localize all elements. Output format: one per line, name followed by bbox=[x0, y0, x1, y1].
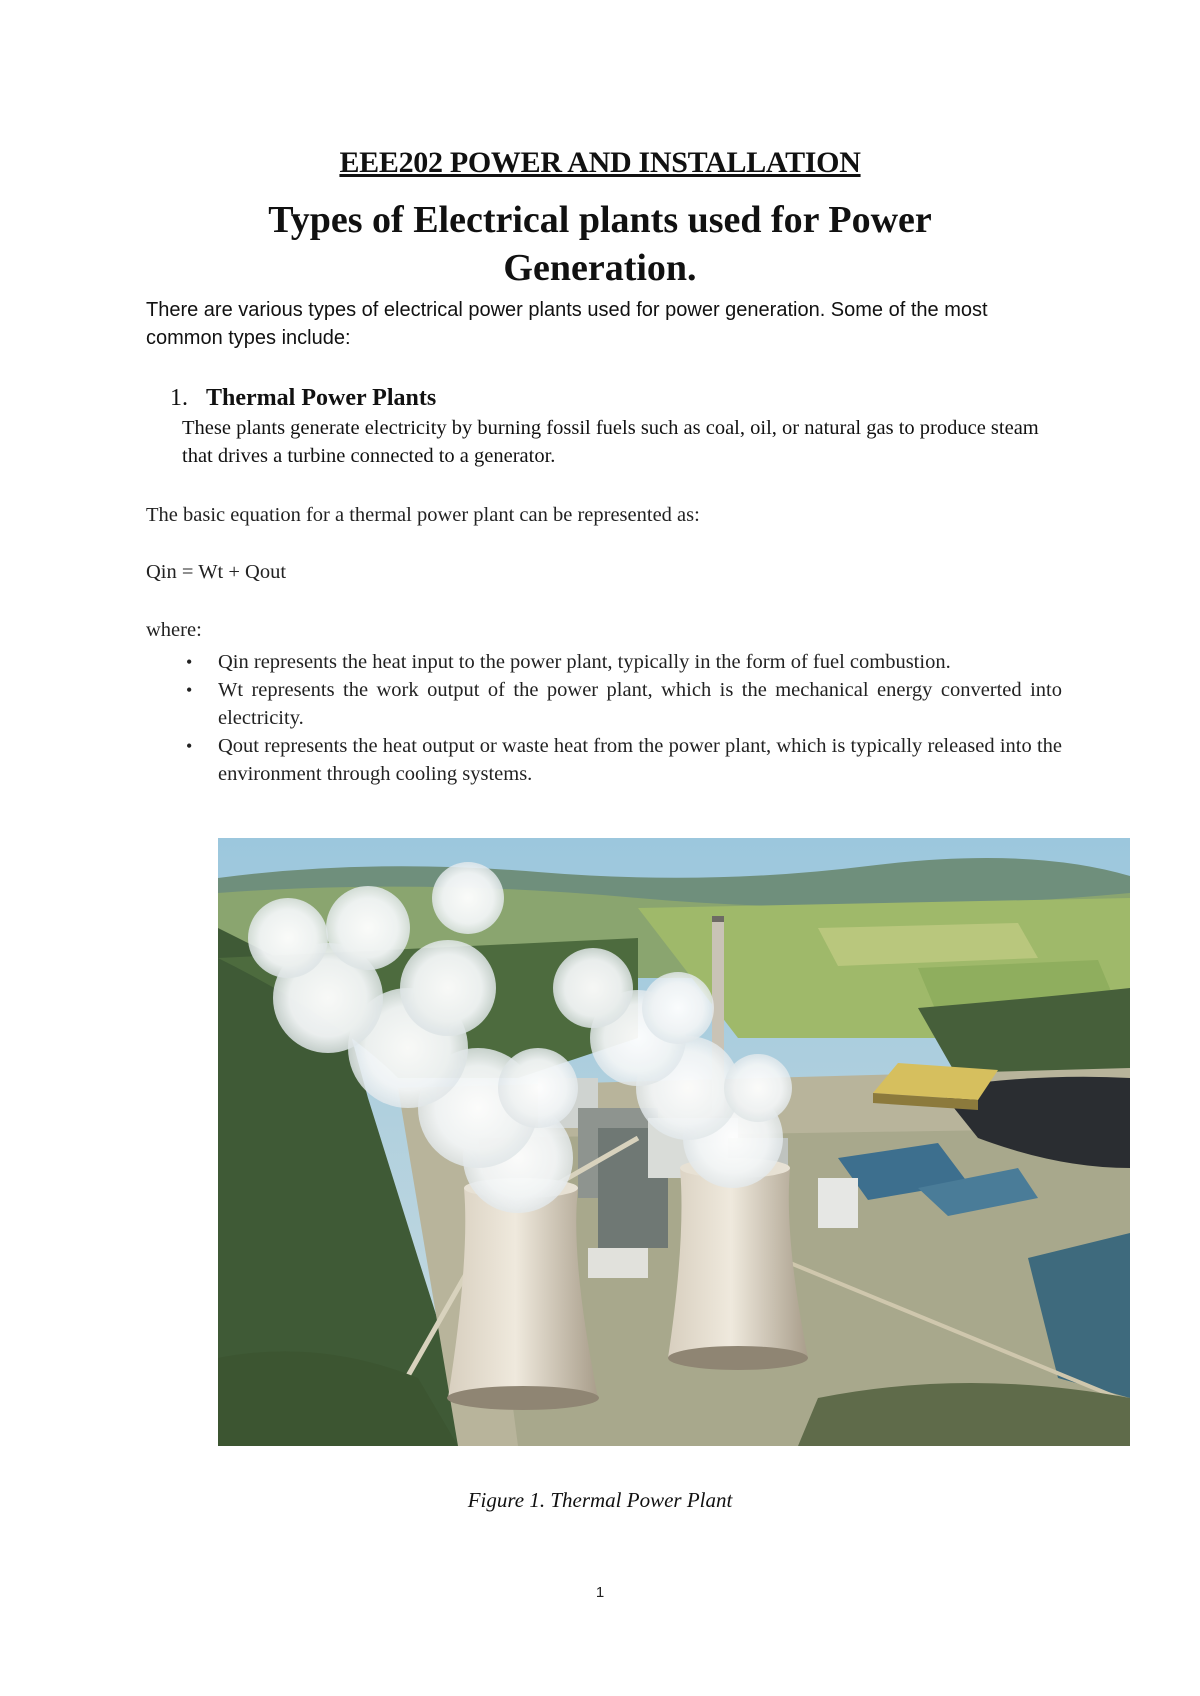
course-title: EEE202 POWER AND INSTALLATION bbox=[339, 146, 861, 179]
where-label: where: bbox=[146, 619, 202, 641]
list-item bbox=[182, 648, 1062, 676]
section-description: These plants generate electricity by burning fossil fuels such as coal, oil, or natural gas to produce steam that drives a turbine connected to a generator. bbox=[182, 417, 1039, 467]
section-heading-text: Thermal Power Plants bbox=[206, 385, 437, 411]
intro-paragraph: There are various types of electrical power plants used for power generation. Some of the most common types include: bbox=[146, 299, 988, 349]
bullet-icon: • bbox=[186, 736, 193, 756]
bullet-icon: • bbox=[186, 680, 193, 700]
page-title: Types of Electrical plants used for Power Generation. bbox=[268, 199, 932, 289]
list-item-text: Qin represents the heat input to the power plant, typically in the form of fuel combustion. bbox=[218, 651, 951, 673]
section-heading bbox=[170, 385, 436, 412]
definition-list bbox=[182, 648, 1062, 788]
equation: Qin = Wt + Qout bbox=[146, 561, 287, 583]
page-number: 1 bbox=[595, 1584, 605, 1601]
bullet-icon: • bbox=[186, 652, 193, 672]
list-item bbox=[182, 732, 1062, 788]
equation-intro: The basic equation for a thermal power plant can be represented as: bbox=[146, 504, 700, 526]
figure-caption: Figure 1. Thermal Power Plant bbox=[467, 1488, 733, 1512]
thermal-power-plant-photo bbox=[218, 838, 1130, 1446]
list-item-text: Wt represents the work output of the power plant, which is the mechanical energy converted into electricity. bbox=[218, 679, 1062, 729]
list-item bbox=[182, 676, 1062, 732]
list-item-text: Qout represents the heat output or waste heat from the power plant, which is typically released into the environment through cooling systems. bbox=[218, 735, 1062, 785]
section-number: 1. bbox=[170, 385, 188, 411]
